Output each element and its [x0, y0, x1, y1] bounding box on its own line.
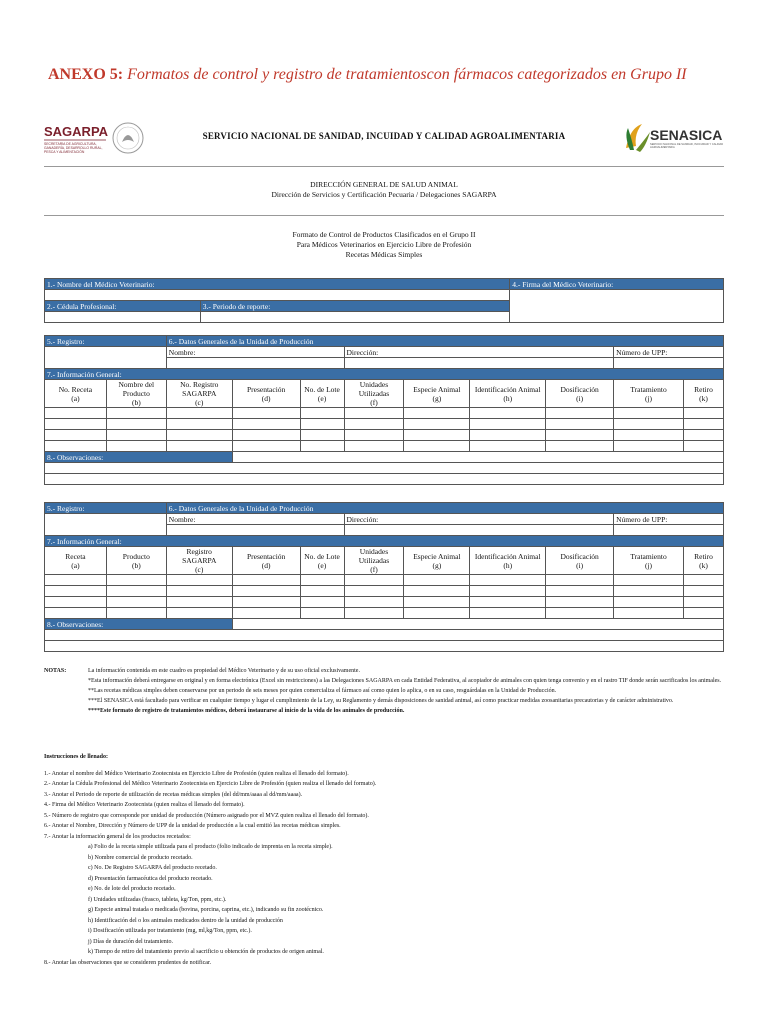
observaciones-field[interactable] [45, 474, 724, 485]
note-item: ****Este formato de registro de tratamientos médicos, deberá instaurarse al inicio de la vida de los animales de producción. [88, 708, 405, 714]
instruction-subitem: j) Días de duración del tratamiento. [88, 938, 173, 945]
col-header: Identificación Animal (h) [470, 547, 546, 575]
register-block-2 [44, 502, 724, 652]
note-item: La información contenida en este cuadro es propiedad del Médico Veterinario y de su uso oficial exclusivamente. [88, 668, 360, 674]
col-header: Retiro (k) [683, 547, 723, 575]
format-block [0, 230, 768, 260]
nombre-field[interactable] [166, 525, 344, 536]
instruction-item: 8.- Anotar las observaciones que se consideren prudentes de notificar. [44, 959, 212, 966]
instruction-subitem: d) Presentación farmacéutica del producto recetado. [88, 875, 213, 882]
col-header: No. Receta (a) [45, 380, 107, 408]
col-header: Unidades Utilizadas (f) [344, 547, 404, 575]
col-header: No. Registro SAGARPA (c) [166, 380, 232, 408]
instruction-item: 5.- Número de registro que corresponde por unidad de producción (Número asignado por el MVZ quien realiza el llenado del formato). [44, 812, 369, 819]
format-line1: Formato de Control de Productos Clasificados en el Grupo II [292, 230, 476, 239]
direction-line1: DIRECCIÓN GENERAL DE SALUD ANIMAL [310, 180, 458, 189]
registro-field[interactable] [45, 514, 167, 536]
col-header: Dosificación (i) [546, 380, 614, 408]
direccion-label: Dirección: [344, 514, 614, 525]
col-header: Registro SAGARPA (c) [166, 547, 232, 575]
divider [44, 215, 724, 216]
format-line3: Recetas Médicas Simples [345, 250, 423, 259]
col-header: Tratamiento (j) [614, 547, 684, 575]
col-header: Unidades Utilizadas (f) [344, 380, 404, 408]
period-label: 3.- Periodo de reporte: [200, 301, 510, 312]
col-header: Dosificación (i) [546, 547, 614, 575]
instructions-title: Instrucciones de llenado: [44, 754, 109, 760]
notes-section [44, 666, 734, 716]
unit-data-label: 6.- Datos Generales de la Unidad de Producción [166, 503, 723, 514]
observaciones-field[interactable] [232, 619, 723, 630]
note-item: ***El SENASICA está facultado para verificar en cualquier tiempo y lugar el cumplimiento de la Ley, su Reglamento y demás disposiciones de sanidad animal, así como practicar medidas zoosanitarias precautorias y de carácter administrativo. [88, 698, 674, 704]
col-header: Identificación Animal (h) [470, 380, 546, 408]
table-row [45, 419, 724, 430]
title-text: Formatos de control y registro de tratamientoscon fármacos categorizados en Grupo II [127, 66, 687, 83]
direccion-field[interactable] [344, 358, 614, 369]
instructions-section [44, 752, 734, 968]
instruction-subitem: h) Identificación del o los animales medicados dentro de la unidad de producción [88, 917, 283, 924]
instruction-subitem: i) Dosificación utilizada por tratamiento (mg, ml,kg/Ton, ppm, etc.). [88, 928, 252, 934]
direccion-field[interactable] [344, 525, 614, 536]
upp-field[interactable] [614, 358, 724, 369]
table-row [45, 430, 724, 441]
sagarpa-logo-subtitle: SECRETARÍA DE AGRICULTURA, GANADERÍA, DESARROLLO RURAL, PESCA Y ALIMENTACIÓN [44, 142, 103, 155]
table-row [45, 608, 724, 619]
period-field[interactable] [200, 312, 510, 323]
nombre-label: Nombre: [166, 347, 344, 358]
table-row [45, 575, 724, 586]
plant-icon [626, 124, 650, 152]
sagarpa-logo-text: SAGARPA [44, 124, 109, 139]
upp-label: Número de UPP: [614, 347, 724, 358]
cedula-field[interactable] [45, 312, 201, 323]
senasica-logo-subtitle: SERVICIO NACIONAL DE SANIDAD, INOCUIDAD Y CALIDAD AGROALIMENTARIA [650, 143, 724, 150]
vet-signature-label: 4.- Firma del Médico Veterinario: [510, 279, 724, 290]
nombre-label: Nombre: [166, 514, 344, 525]
divider [44, 166, 724, 167]
veterinarian-form [44, 278, 724, 323]
observaciones-field[interactable] [232, 452, 723, 463]
note-item: *Esta información deberá entregarse en original y en forma electrónica (Excel sin restricciones) a las Delegaciones SAGARPA en cada Entidad Federativa, al acopiador de animales con quien tenga convenio y en el rastro TIF donde serán sacrificados los animales. [88, 678, 722, 684]
registro-label: 5.- Registro: [45, 336, 167, 347]
title-prefix: ANEXO 5: [48, 66, 124, 83]
upp-field[interactable] [614, 525, 724, 536]
service-name: SERVICIO NACIONAL DE SANIDAD, INCUIDAD Y CALIDAD AGROALIMENTARIA [202, 131, 566, 141]
col-header: Producto (b) [106, 547, 166, 575]
vet-signature-field[interactable] [510, 290, 724, 323]
observaciones-label: 8.- Observaciones: [45, 452, 233, 463]
direccion-label: Dirección: [344, 347, 614, 358]
unit-data-label: 6.- Datos Generales de la Unidad de Producción [166, 336, 723, 347]
col-header: Nombre del Producto (b) [106, 380, 166, 408]
sagarpa-logo [44, 120, 184, 164]
col-header: No. de Lote (e) [300, 547, 344, 575]
instruction-item: 6.- Anotar el Nombre, Dirección y Número de UPP de la unidad de producción a la cual emitió las recetas médicas simples. [44, 823, 341, 829]
instruction-subitem: c) No. De Registro SAGARPA del producto recetado. [88, 865, 217, 871]
note-item: **Las recetas médicas simples deben conservarse por un periodo de seis meses por quien comercializa el fármaco así como quien lo aplica, o en su caso, resguárdalas en la Unidad de Producción. [88, 688, 557, 694]
observaciones-field[interactable] [45, 630, 724, 641]
instruction-item: 2.- Anotar la Cédula Profesional del Médico Veterinario Zootecnista en Ejercicio Libre de Profesión (quien realiza el llenado del formato). [44, 781, 377, 787]
cedula-label: 2.- Cédula Profesional: [45, 301, 201, 312]
upp-label: Número de UPP: [614, 514, 724, 525]
col-header: Tratamiento (j) [614, 380, 684, 408]
vet-name-field[interactable] [45, 290, 510, 301]
instruction-subitem: a) Folio de la receta simple utilizada para el producto (folio indicado de imprenta en la receta simple). [88, 844, 333, 850]
info-general-label: 7.- Información General: [45, 369, 724, 380]
vet-name-label: 1.- Nombre del Médico Veterinario: [45, 279, 510, 290]
senasica-logo [620, 120, 730, 164]
table-row [45, 597, 724, 608]
col-header: No. de Lote (e) [300, 380, 344, 408]
instruction-item: 1.- Anotar el nombre del Médico Veterinario Zootecnista en Ejercicio Libre de Profesión (quien realiza el llenado del formato). [44, 770, 349, 777]
notes-label: NOTAS: [44, 668, 67, 674]
instruction-subitem: b) Nombre comercial de producto recetado. [88, 854, 193, 861]
col-header: Presentación (d) [232, 547, 300, 575]
instruction-subitem: k) Tiempo de retiro del tratamiento previo al sacrificio u obtención de productos de origen animal. [88, 949, 324, 955]
col-header: Retiro (k) [683, 380, 723, 408]
table-row [45, 408, 724, 419]
col-header: Presentación (d) [232, 380, 300, 408]
instruction-item: 7.- Anotar la información general de los productos recetados: [44, 833, 191, 840]
registro-label: 5.- Registro: [45, 503, 167, 514]
observaciones-field[interactable] [45, 463, 724, 474]
instruction-subitem: g) Especie animal tratada o medicada (bovina, porcina, caprina, etc.), indicando su fin zootécnico. [88, 907, 324, 913]
instruction-item: 4.- Firma del Médico Veterinario Zootecnista (quien realiza el llenado del formato). [44, 802, 245, 808]
observaciones-field[interactable] [45, 641, 724, 652]
col-header: Especie Animal (g) [404, 380, 470, 408]
table-row [45, 586, 724, 597]
observaciones-label: 8.- Observaciones: [45, 619, 233, 630]
register-block-1 [44, 335, 724, 485]
page-title [48, 66, 687, 84]
col-header: Receta (a) [45, 547, 107, 575]
instruction-item: 3.- Anotar el Periodo de reporte de utilización de recetas médicas simples (del dd/mm/aaaa al dd/mm/aaaa). [44, 791, 303, 798]
instruction-subitem: f) Unidades utilizadas (frasco, tableta, kg/Ton, ppm, etc.). [88, 896, 227, 903]
direction-block [0, 180, 768, 200]
col-header: Especie Animal (g) [404, 547, 470, 575]
format-line2: Para Médicos Veterinarios en Ejercicio Libre de Profesión [296, 240, 472, 249]
registro-field[interactable] [45, 347, 167, 369]
table-row [45, 441, 724, 452]
nombre-field[interactable] [166, 358, 344, 369]
direction-line2: Dirección de Servicios y Certificación Pecuaria / Delegaciones SAGARPA [271, 190, 497, 199]
instruction-subitem: e) No. de lote del producto recetado. [88, 886, 176, 892]
senasica-logo-text: SENASICA [650, 127, 723, 143]
info-general-label: 7.- Información General: [45, 536, 724, 547]
